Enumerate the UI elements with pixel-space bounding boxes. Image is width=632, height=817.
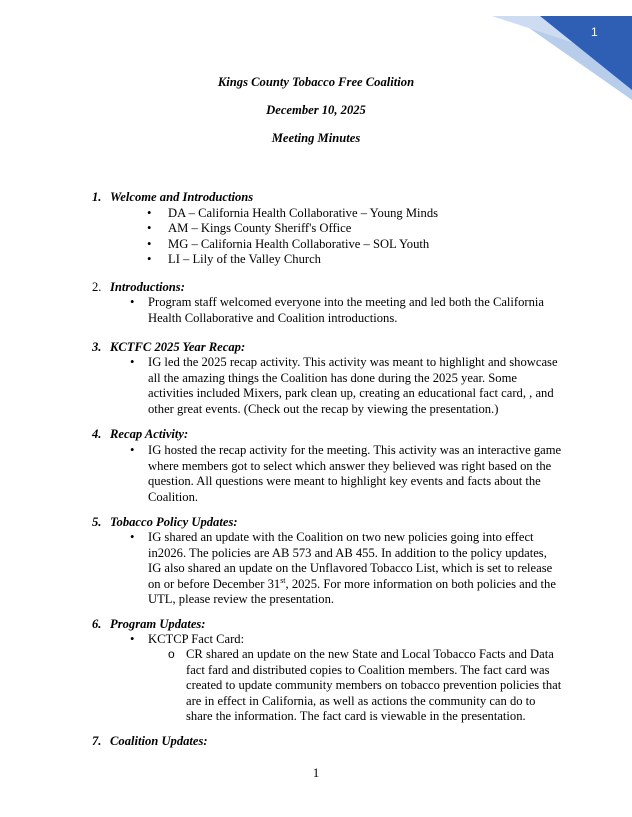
section-3 [92, 340, 245, 356]
section-7 [92, 734, 208, 750]
doc-date: December 10, 2025 [266, 103, 366, 117]
section-number: 1. [92, 190, 102, 204]
bullet-icon: • [130, 295, 135, 309]
section-number: 2. [92, 280, 102, 294]
bullet-icon: • [147, 237, 152, 251]
section-number: 4. [92, 427, 102, 441]
section-6 [92, 617, 206, 633]
section-heading: Welcome and Introductions [110, 190, 254, 204]
section-number: 6. [92, 617, 102, 631]
bullet-icon: • [147, 221, 152, 235]
section-number: 7. [92, 734, 102, 748]
section-heading: Introductions: [110, 280, 185, 294]
section-number: 3. [92, 340, 102, 354]
bullet-icon: • [130, 530, 135, 544]
bullet-icon: • [130, 355, 135, 369]
section-1 [92, 190, 253, 206]
section-heading: Recap Activity: [110, 427, 189, 441]
section-number: 5. [92, 515, 102, 529]
section-heading: Coalition Updates: [110, 734, 208, 748]
bullet-icon: • [147, 252, 152, 266]
section-heading: Tobacco Policy Updates: [110, 515, 238, 529]
footer-page-number: 1 [312, 766, 320, 780]
doc-org-title: Kings County Tobacco Free Coalition [217, 75, 415, 89]
bullet-icon: • [130, 632, 135, 646]
bullet-icon: • [130, 443, 135, 457]
section-heading: Program Updates: [110, 617, 206, 631]
doc-subtitle: Meeting Minutes [271, 131, 361, 145]
section-heading: KCTFC 2025 Year Recap: [110, 340, 246, 354]
header-page-number: 1 [591, 25, 598, 39]
section-5 [92, 515, 238, 531]
section-2 [92, 280, 185, 296]
bullet-icon: • [147, 206, 152, 220]
sub-bullet-icon: o [168, 647, 175, 661]
section-4 [92, 427, 188, 443]
